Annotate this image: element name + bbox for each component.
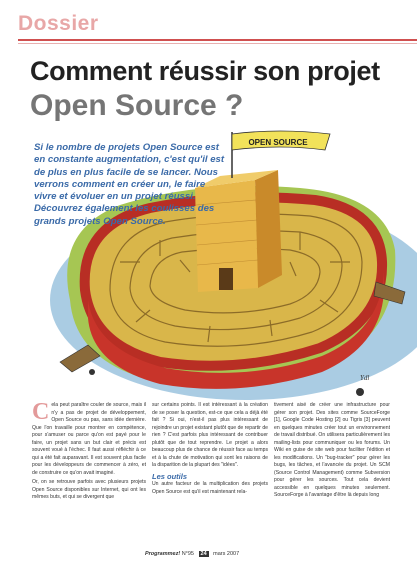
column2-paragraph1: sur certains points. Il est intéressant à la création de se poser la question, est-ce que cela a déjà été fait ? Si oui, n'est-il pas plus intéressant de rejoindre un projet existant plutôt que de repartir de rien ? C'est parfois plus intéressant de contribuer plutôt que de tout reprendre. Le projet a alors beaucoup plus de chance de réussir face au temps et à la chute de motivation qui sont les raisons de la disparition de la plupart des "idées". bbox=[152, 402, 268, 468]
article-column-3 bbox=[274, 402, 390, 502]
subheading-tools: Les outils bbox=[152, 471, 188, 481]
tower-door bbox=[219, 268, 233, 290]
tower-side bbox=[255, 170, 282, 288]
column1-paragraph1: ela peut paraître couler de source, mais il n'y a pas de projet de développement, Open Source ou pas, sans idée dernière. Que l'on travaille pour montrer en compétence, pour s'amuser ou parce qu'on est payé pour le faire, un projet sans un but clair et précis est souvent voué à l'échec. Il faut aussi réfléchir à ce qui a été fait auparavant. Il est souvent plus facile pour les développeurs de commencer à zéro, et de construire ce qu'on avait imaginé. bbox=[32, 402, 146, 476]
column3-paragraph1: tivement aisé de créer une infrastructure pour gérer son projet. Des sites comme SourceForge [1], Google Code Hosting [2] ou Tigris [3] peuvent en quelques minutes créer tout un environnement de travail distribué. On utilisera particulièrement les mailing-lists pour communiquer ou les forums. Un Wiki en guise de site web pour faciliter l'édition et les modifications. Un "bug-tracker" pour gérer les bugs, les tâches, et l'avancée du projet. Un SCM (Source Control Management) comme Subversion pour gérer les sources. Tout cela devient accessible en quelques minutes seulement. SourceForge à l'avantage d'être là depuis long bbox=[274, 402, 390, 498]
figure-left bbox=[89, 369, 95, 375]
footer-date: mars 2007 bbox=[213, 551, 240, 557]
footer-page-number: 24 bbox=[200, 551, 207, 557]
article-column-1 bbox=[32, 399, 146, 504]
column2-paragraph2: Un autre facteur de la multiplication des projets Open Source est qu'il est maintenant rela- bbox=[152, 481, 268, 495]
page-title-line2: Open Source ? bbox=[30, 89, 244, 122]
footer-magazine: Programmez! bbox=[145, 551, 181, 557]
header-rule-thin bbox=[18, 43, 417, 44]
intro-lede: Si le nombre de projets Open Source est en constante augmentation, c'est qu'il est de plus en plus facile de se lancer. Nous verrons comment en créer un, le faire vivre et évoluer en un projet réussi. Découvrez également les coulisses des grands projets Open Source. bbox=[34, 142, 225, 227]
article-column-2 bbox=[152, 402, 268, 498]
page-title-line1: Comment réussir son projet bbox=[30, 56, 380, 86]
drop-cap: C bbox=[32, 399, 50, 425]
figure-right bbox=[356, 388, 364, 396]
footer-issue: N°95 bbox=[181, 551, 194, 557]
artist-signature: Ydl bbox=[360, 374, 370, 382]
page-footer bbox=[145, 551, 239, 557]
column1-paragraph2: Or, on se retrouve parfois avec plusieurs projets Open Source disponibles sur Internet, qui ont les mêmes buts, et qui se divergent que bbox=[32, 479, 146, 500]
flag-label: OPEN SOURCE bbox=[248, 138, 308, 147]
section-title: Dossier bbox=[18, 12, 99, 35]
header-rule bbox=[18, 39, 417, 41]
